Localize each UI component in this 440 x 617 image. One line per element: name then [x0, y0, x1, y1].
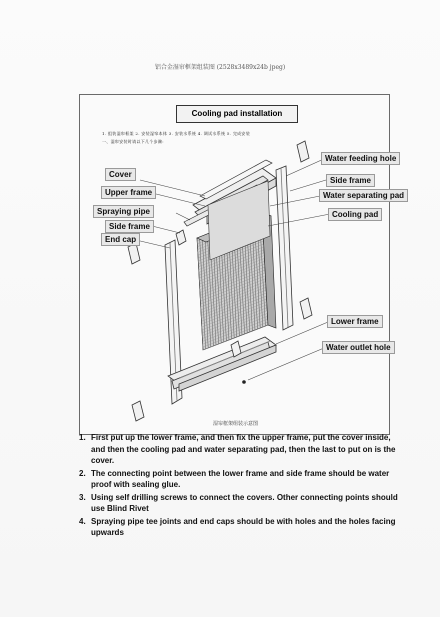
note-text: Using self drilling screws to connect the covers. Other connecting points should use Blind Rivet	[91, 492, 398, 513]
note-item	[79, 516, 400, 539]
callout-water-feeding-hole: Water feeding hole	[321, 152, 400, 165]
callout-end-cap: End cap	[101, 233, 140, 246]
installation-notes	[79, 432, 400, 540]
callout-cover: Cover	[105, 168, 136, 181]
callout-spraying-pipe: Spraying pipe	[93, 205, 154, 218]
steps-line-2: 一、湿帘安装时请以下几个步骤:	[102, 139, 164, 144]
note-item	[79, 432, 400, 467]
note-number: 1.	[79, 433, 86, 442]
note-text: First put up the lower frame, and then fix the upper frame, put the cover inside, and then the cooling pad and water separating pad, then the last to put on is the cover.	[91, 433, 396, 465]
diagram-caption: 湿帘框架组装示意图	[212, 421, 258, 427]
document-header: 铝合金湿帘框架组装图 (2528x3489x24b jpeg)	[154, 64, 286, 71]
callout-upper-frame: Upper frame	[101, 186, 156, 199]
callout-side-frame-right: Side frame	[326, 174, 375, 187]
callout-water-separating-pad: Water separating pad	[319, 189, 408, 202]
callout-side-frame-left: Side frame	[105, 220, 154, 233]
note-number: 3.	[79, 492, 86, 502]
note-number: 4.	[79, 516, 86, 526]
lower-frame-part	[168, 337, 276, 391]
note-item	[79, 492, 400, 515]
callout-lower-frame: Lower frame	[327, 315, 383, 328]
callout-cooling-pad: Cooling pad	[328, 208, 382, 221]
callout-water-outlet-hole: Water outlet hole	[322, 341, 395, 354]
steps-line-1: 1. 组装湿帘框架 2. 安装湿帘本体 3. 安装水系统 4. 调试水系统 5. 完成安装	[102, 131, 251, 136]
sheet-title: Cooling pad installation	[176, 105, 298, 123]
note-item	[79, 468, 400, 491]
water-outlet-hole-marker	[242, 380, 246, 384]
note-text: Spraying pipe tee joints and end caps should be with holes and the holes facing upwards	[91, 516, 396, 537]
note-number: 2.	[79, 468, 86, 478]
note-text: The connecting point between the lower frame and side frame should be water proof with sealing glue.	[91, 468, 390, 489]
